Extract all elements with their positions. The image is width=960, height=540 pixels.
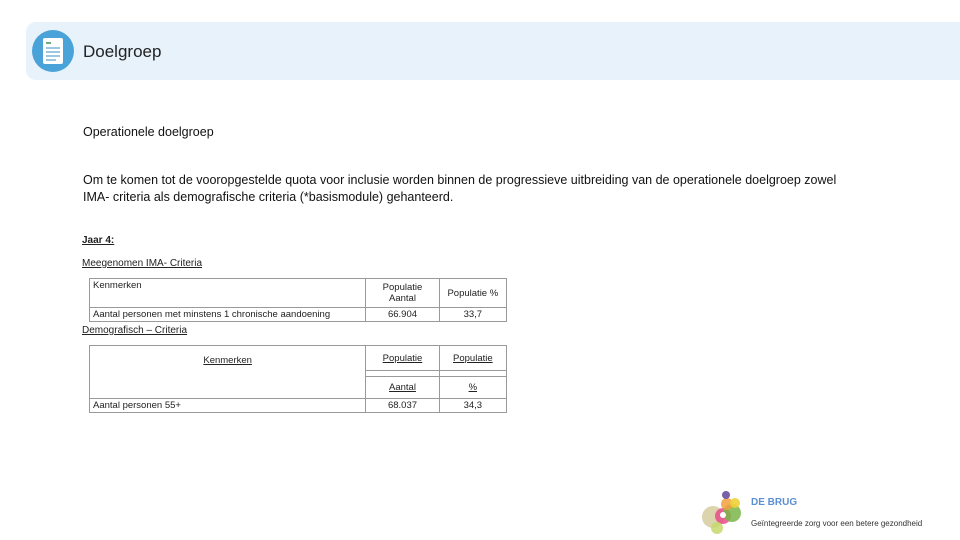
row-pct: 33,7 xyxy=(439,308,506,322)
de-brug-logo-icon xyxy=(699,486,749,536)
header-populatie-aantal: Populatie Aantal xyxy=(366,279,439,308)
header-populatie-pct: Populatie % xyxy=(439,279,506,308)
demografisch-label: Demografisch – Criteria xyxy=(82,325,188,336)
header-populatie-2: Populatie xyxy=(439,346,506,371)
header-populatie-1: Populatie xyxy=(366,346,439,371)
table-row xyxy=(90,399,507,413)
header-kenmerken: Kenmerken xyxy=(90,279,366,308)
row-aantal: 68.037 xyxy=(366,399,439,413)
row-aantal: 66.904 xyxy=(366,308,439,322)
year-label: Jaar 4: xyxy=(82,235,115,246)
demografisch-table xyxy=(89,345,507,413)
table-row xyxy=(90,308,507,322)
header-kenmerken: Kenmerken xyxy=(90,346,366,399)
section-title: Operationele doelgroep xyxy=(83,125,214,139)
footer-brand: DE BRUG xyxy=(751,497,798,508)
table-header-row xyxy=(90,346,507,371)
header-pct: % xyxy=(439,376,506,398)
page-title: Doelgroep xyxy=(83,42,162,61)
row-pct: 34,3 xyxy=(439,399,506,413)
row-kenmerk: Aantal personen met minstens 1 chronische aandoening xyxy=(90,308,366,322)
ima-table xyxy=(89,278,507,322)
intro-paragraph: Om te komen tot de vooropgestelde quota voor inclusie worden binnen de progressieve uitbreiding van de operationele doelgroep zowel IMA- criteria als demografische criteria (*basismodule) gehanteerd. xyxy=(83,173,837,204)
table-header-row xyxy=(90,279,507,308)
footer-tagline: Geïntegreerde zorg voor een betere gezondheid xyxy=(751,519,923,528)
header-aantal: Aantal xyxy=(366,376,439,398)
row-kenmerk: Aantal personen 55+ xyxy=(90,399,366,413)
ima-criteria-label: Meegenomen IMA- Criteria xyxy=(82,258,203,269)
header-bar xyxy=(26,22,960,80)
document-icon xyxy=(32,30,74,72)
